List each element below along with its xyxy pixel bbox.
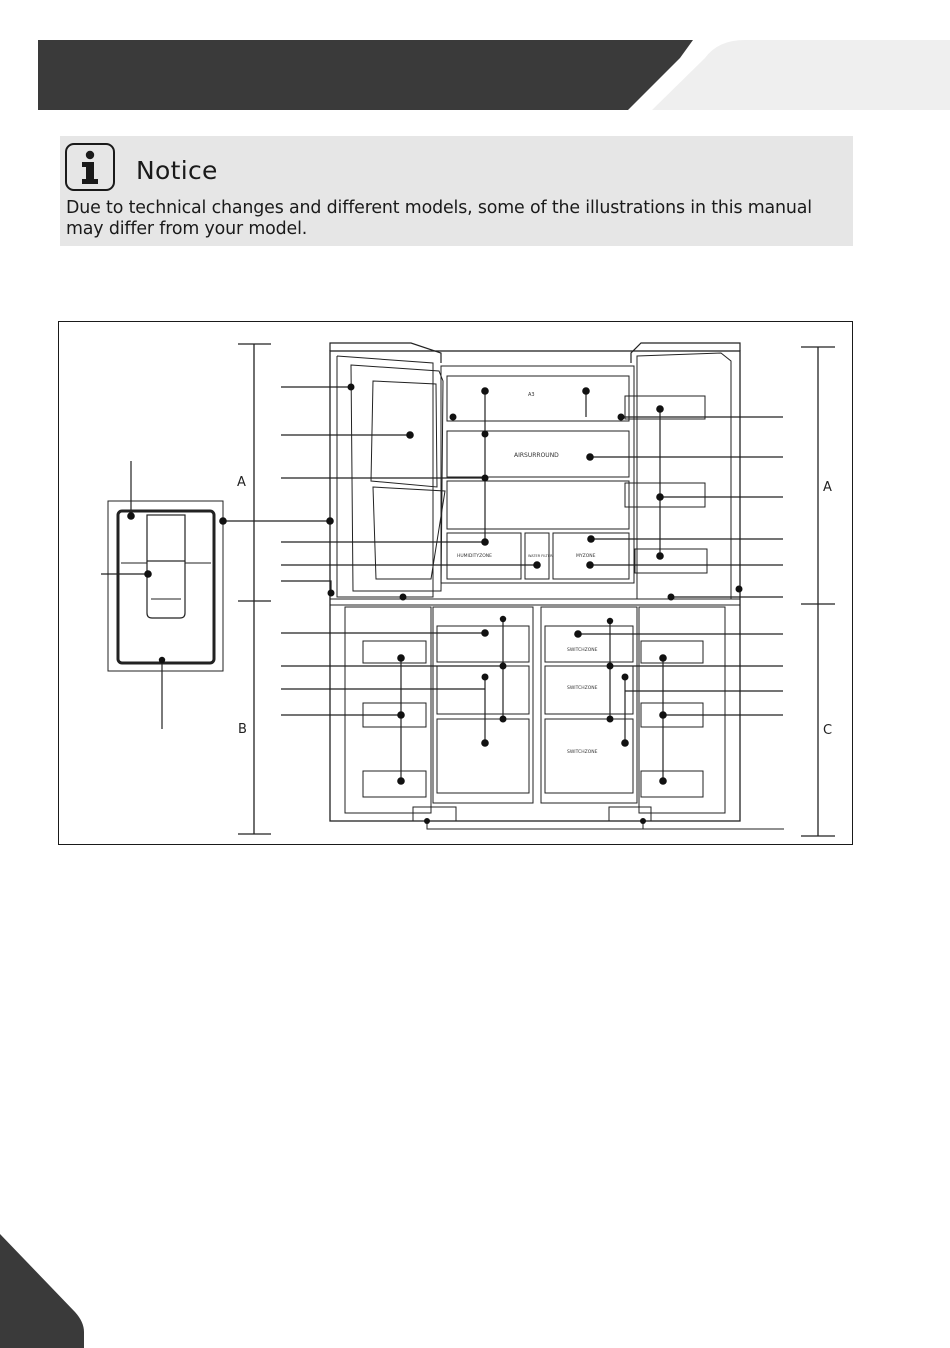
section-label-c: C	[823, 723, 833, 738]
notice-title: Notice	[136, 156, 218, 185]
info-icon	[65, 143, 115, 191]
fridge-illustration	[59, 322, 854, 846]
dispenser-inset	[108, 501, 223, 671]
switch-zone-label-3: SWITCHZONE	[567, 750, 598, 755]
top-panel-label: A3	[528, 392, 535, 398]
switch-zone-label-1: SWITCHZONE	[567, 648, 598, 653]
refrigerator-diagram	[58, 321, 853, 845]
switch-zone-label-2: SWITCHZONE	[567, 686, 598, 691]
my-zone-label: MYZONE	[576, 554, 596, 559]
air-surround-label: AIRSURROUND	[514, 452, 559, 459]
notice-text: Due to technical changes and different models, some of the illustrations in this manual may differ from your model.	[66, 198, 812, 239]
header-band	[0, 0, 950, 120]
section-label-a-right: A	[823, 480, 832, 495]
page-corner-tab	[0, 1220, 100, 1348]
notice-box	[60, 136, 853, 246]
water-filter-label: WATER FILTER	[528, 554, 553, 558]
section-label-a-left: A	[237, 475, 246, 490]
section-label-b: B	[238, 722, 247, 737]
humidity-zone-label: HUMIDITYZONE	[457, 554, 493, 559]
